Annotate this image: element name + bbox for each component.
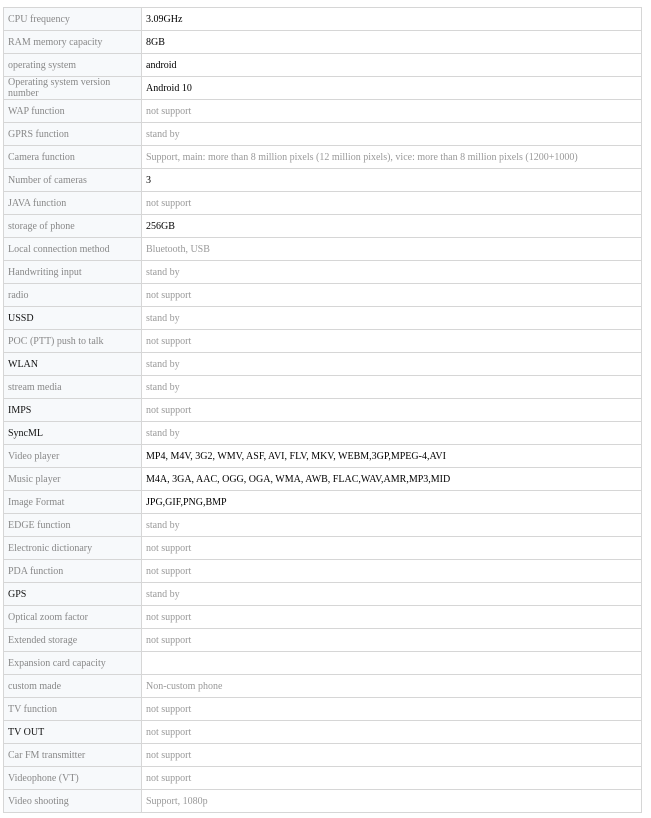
- spec-row: [4, 629, 642, 652]
- spec-label: SyncML: [4, 422, 142, 445]
- spec-row: [4, 215, 642, 238]
- spec-value: stand by: [142, 514, 642, 537]
- spec-row: [4, 445, 642, 468]
- spec-label: Electronic dictionary: [4, 537, 142, 560]
- spec-label: EDGE function: [4, 514, 142, 537]
- spec-value: MP4, M4V, 3G2, WMV, ASF, AVI, FLV, MKV, WEBM,3GP,MPEG-4,AVI: [142, 445, 642, 468]
- spec-label: Expansion card capacity: [4, 652, 142, 675]
- spec-label: Car FM transmitter: [4, 744, 142, 767]
- spec-row: [4, 560, 642, 583]
- spec-row: [4, 652, 642, 675]
- spec-label: CPU frequency: [4, 8, 142, 31]
- spec-label: WLAN: [4, 353, 142, 376]
- spec-row: [4, 192, 642, 215]
- spec-label: Handwriting input: [4, 261, 142, 284]
- spec-row: [4, 307, 642, 330]
- spec-value: M4A, 3GA, AAC, OGG, OGA, WMA, AWB, FLAC,WAV,AMR,MP3,MID: [142, 468, 642, 491]
- spec-row: [4, 790, 642, 813]
- spec-label: custom made: [4, 675, 142, 698]
- spec-label: Optical zoom factor: [4, 606, 142, 629]
- spec-row: [4, 583, 642, 606]
- spec-label: RAM memory capacity: [4, 31, 142, 54]
- spec-value: Bluetooth, USB: [142, 238, 642, 261]
- spec-label: TV OUT: [4, 721, 142, 744]
- spec-row: [4, 491, 642, 514]
- spec-label: Video player: [4, 445, 142, 468]
- spec-label: storage of phone: [4, 215, 142, 238]
- spec-value: Support, main: more than 8 million pixels (12 million pixels), vice: more than 8 million pixels (1200+1000): [142, 146, 642, 169]
- spec-row: [4, 606, 642, 629]
- spec-row: [4, 330, 642, 353]
- spec-row: [4, 721, 642, 744]
- spec-value: not support: [142, 629, 642, 652]
- spec-value: 8GB: [142, 31, 642, 54]
- spec-label: POC (PTT) push to talk: [4, 330, 142, 353]
- spec-row: [4, 376, 642, 399]
- spec-label: Local connection method: [4, 238, 142, 261]
- spec-value: not support: [142, 721, 642, 744]
- spec-value: not support: [142, 698, 642, 721]
- spec-row: [4, 261, 642, 284]
- spec-label: JAVA function: [4, 192, 142, 215]
- spec-row: [4, 698, 642, 721]
- spec-value: 256GB: [142, 215, 642, 238]
- spec-row: [4, 399, 642, 422]
- spec-value: not support: [142, 537, 642, 560]
- spec-value: stand by: [142, 422, 642, 445]
- spec-label: Music player: [4, 468, 142, 491]
- spec-row: [4, 744, 642, 767]
- spec-row: [4, 468, 642, 491]
- spec-label: Video shooting: [4, 790, 142, 813]
- spec-value: not support: [142, 330, 642, 353]
- spec-label: GPS: [4, 583, 142, 606]
- spec-row: [4, 146, 642, 169]
- spec-value: stand by: [142, 123, 642, 146]
- spec-value: stand by: [142, 261, 642, 284]
- spec-label: WAP function: [4, 100, 142, 123]
- spec-value: Non-custom phone: [142, 675, 642, 698]
- spec-value: not support: [142, 560, 642, 583]
- spec-label: Number of cameras: [4, 169, 142, 192]
- spec-value: Support, 1080p: [142, 790, 642, 813]
- spec-value: 3: [142, 169, 642, 192]
- spec-value: Android 10: [142, 77, 642, 100]
- spec-value: not support: [142, 100, 642, 123]
- spec-row: [4, 123, 642, 146]
- spec-label: Operating system version number: [4, 77, 142, 100]
- spec-value: not support: [142, 284, 642, 307]
- spec-value: stand by: [142, 376, 642, 399]
- spec-label: operating system: [4, 54, 142, 77]
- spec-label: Videophone (VT): [4, 767, 142, 790]
- spec-label: Extended storage: [4, 629, 142, 652]
- spec-row: [4, 537, 642, 560]
- spec-label: PDA function: [4, 560, 142, 583]
- spec-value: [142, 652, 642, 675]
- spec-value: stand by: [142, 583, 642, 606]
- spec-row: [4, 77, 642, 100]
- spec-value: stand by: [142, 353, 642, 376]
- spec-label: USSD: [4, 307, 142, 330]
- spec-value: android: [142, 54, 642, 77]
- spec-row: [4, 100, 642, 123]
- spec-label: TV function: [4, 698, 142, 721]
- spec-label: stream media: [4, 376, 142, 399]
- spec-row: [4, 54, 642, 77]
- spec-row: [4, 767, 642, 790]
- spec-row: [4, 238, 642, 261]
- spec-value: 3.09GHz: [142, 8, 642, 31]
- spec-table-body: [4, 8, 642, 813]
- spec-row: [4, 514, 642, 537]
- spec-value: JPG,GIF,PNG,BMP: [142, 491, 642, 514]
- spec-value: stand by: [142, 307, 642, 330]
- spec-table: [3, 7, 642, 813]
- spec-label: IMPS: [4, 399, 142, 422]
- spec-row: [4, 422, 642, 445]
- spec-label: radio: [4, 284, 142, 307]
- spec-row: [4, 31, 642, 54]
- spec-row: [4, 8, 642, 31]
- spec-row: [4, 169, 642, 192]
- spec-label: Camera function: [4, 146, 142, 169]
- spec-value: not support: [142, 399, 642, 422]
- spec-row: [4, 353, 642, 376]
- spec-value: not support: [142, 767, 642, 790]
- spec-row: [4, 284, 642, 307]
- spec-label: Image Format: [4, 491, 142, 514]
- spec-value: not support: [142, 744, 642, 767]
- spec-row: [4, 675, 642, 698]
- spec-value: not support: [142, 606, 642, 629]
- spec-label: GPRS function: [4, 123, 142, 146]
- spec-value: not support: [142, 192, 642, 215]
